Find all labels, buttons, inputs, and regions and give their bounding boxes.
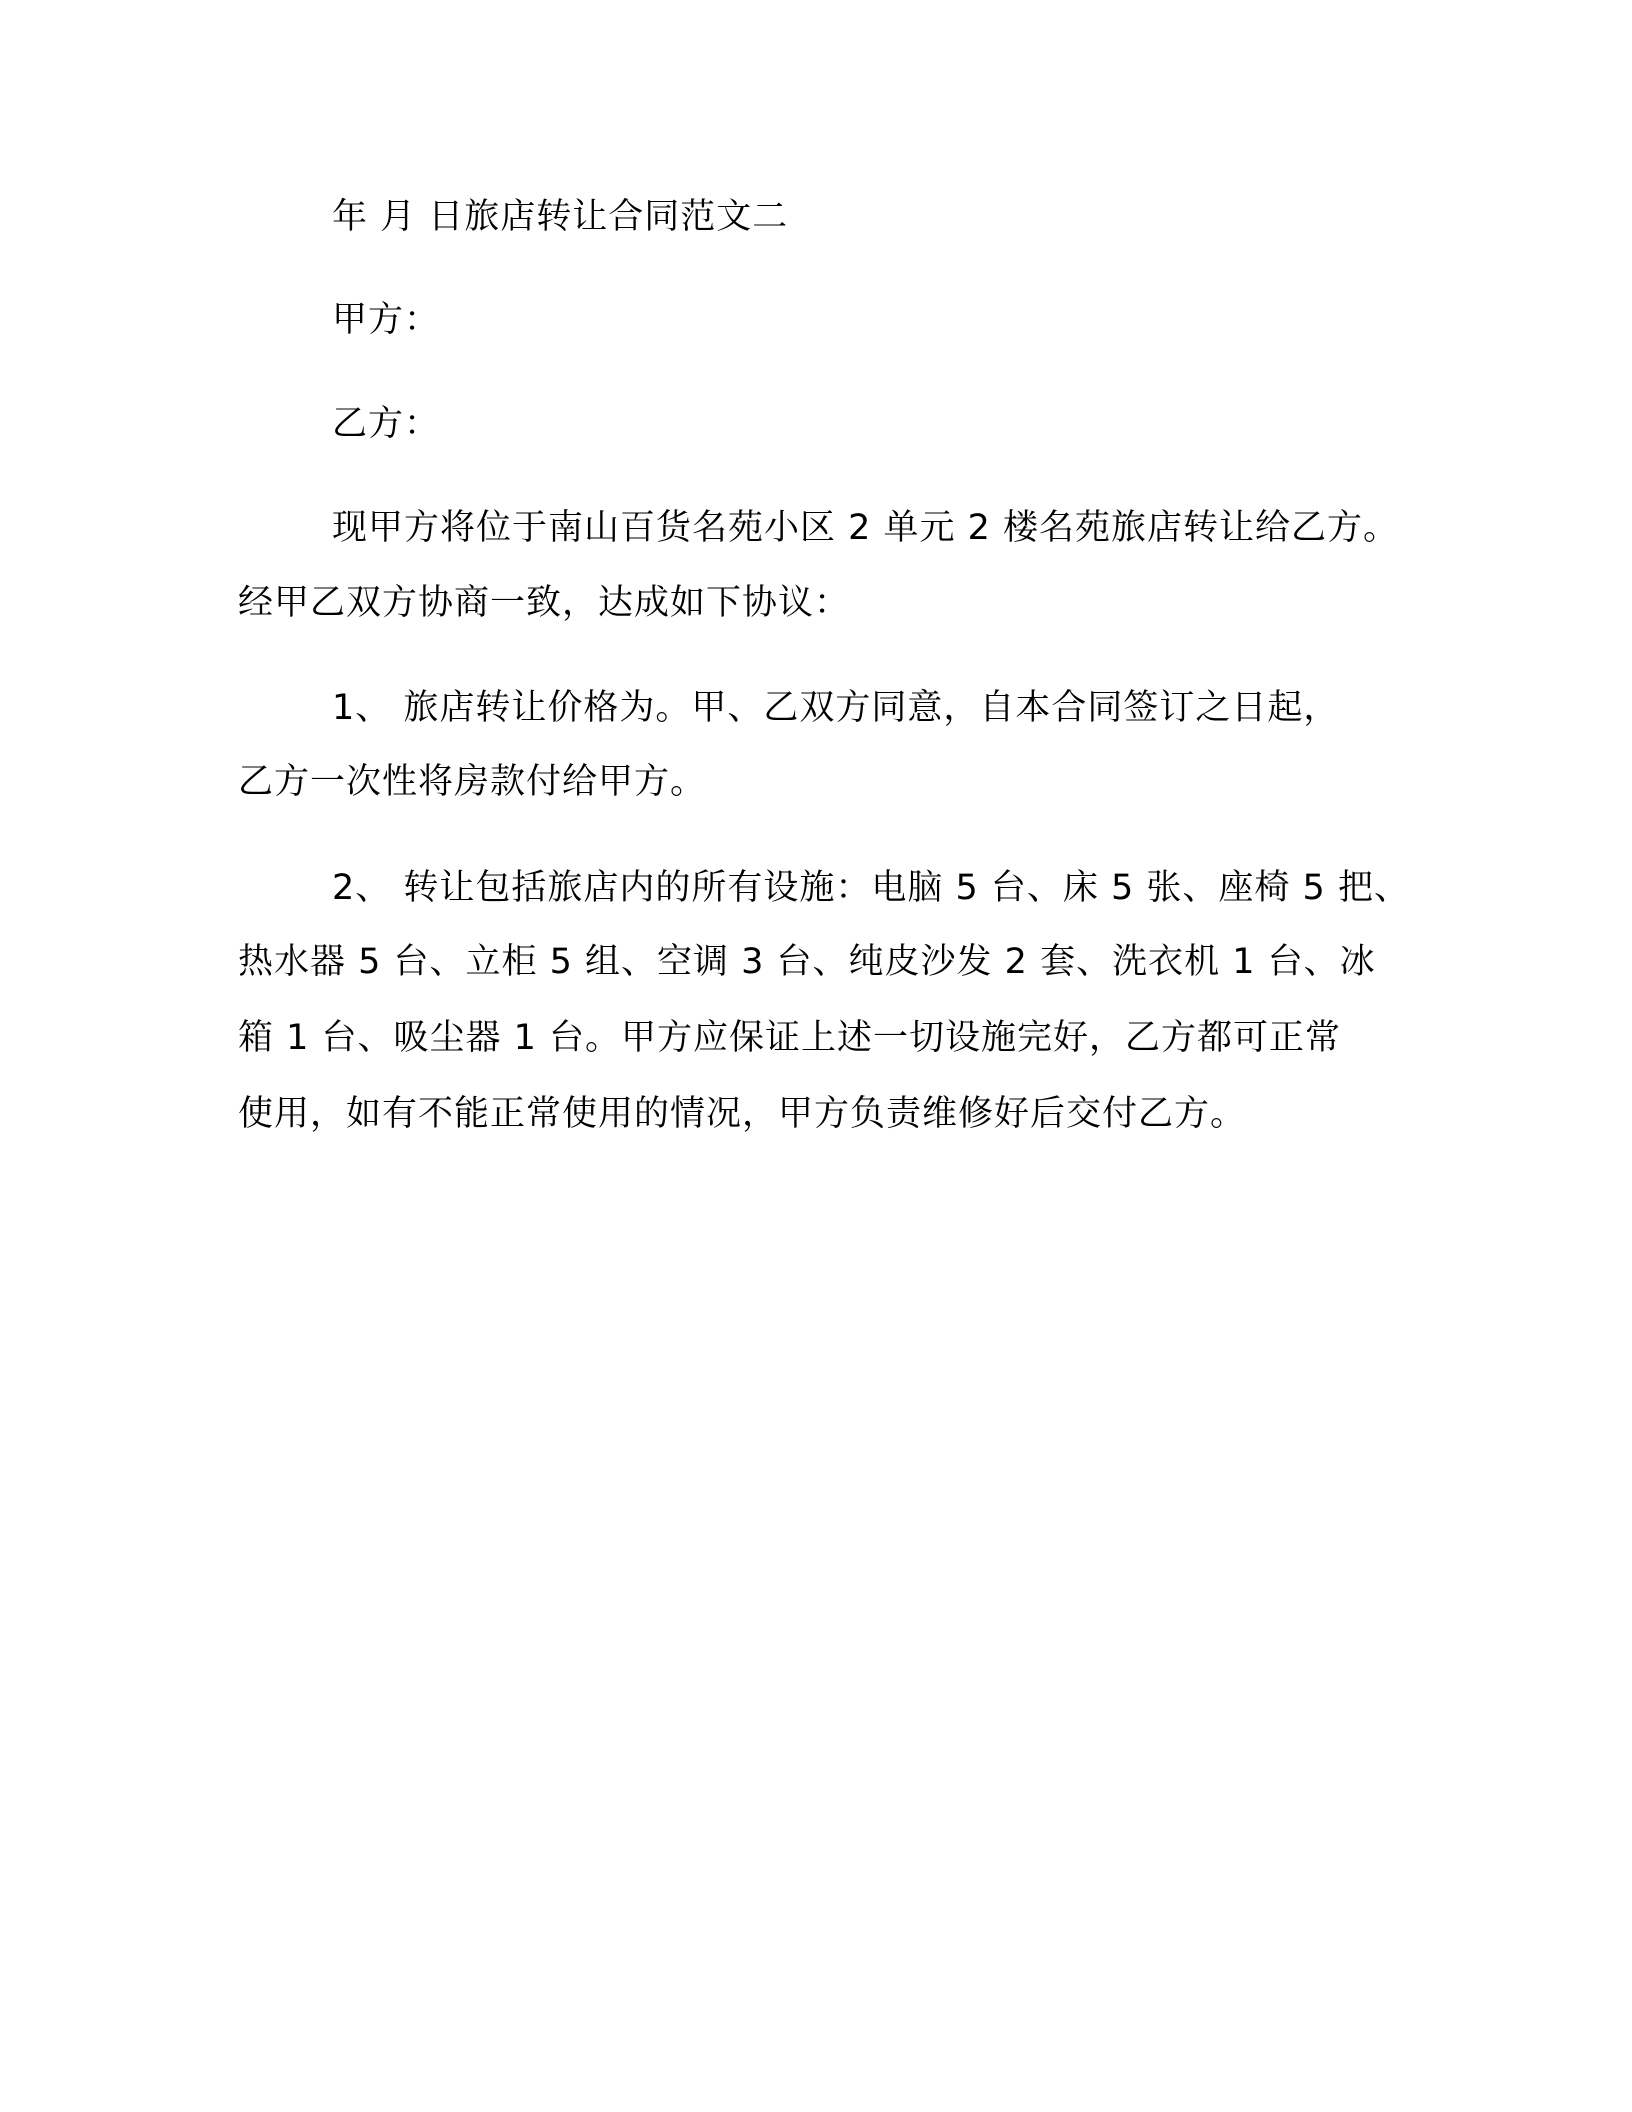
clause-1-line-1: 1、 旅店转让价格为。甲、乙双方同意，自本合同签订之日起， [332,688,1340,728]
clause-2-line-3: 箱 1 台、吸尘器 1 台。甲方应保证上述一切设施完好，乙方都可正常 [238,1018,1342,1058]
clause-2-line-2: 热水器 5 台、立柜 5 组、空调 3 台、纯皮沙发 2 套、洗衣机 1 台、冰 [238,942,1376,982]
party-a-label: 甲方： [332,300,441,340]
clause-1-line-2: 乙方一次性将房款付给甲方。 [238,762,707,802]
document-title: 年 月 日旅店转让合同范文二 [332,197,789,237]
clause-2-line-1: 2、 转让包括旅店内的所有设施：电脑 5 台、床 5 张、座椅 5 把、 [332,868,1410,908]
clause-2-line-4: 使用，如有不能正常使用的情况，甲方负责维修好后交付乙方。 [238,1094,1247,1134]
intro-line-1: 现甲方将位于南山百货名苑小区 2 单元 2 楼名苑旅店转让给乙方。 [332,508,1400,548]
intro-line-2: 经甲乙双方协商一致，达成如下协议： [238,583,851,623]
party-b-label: 乙方： [332,404,441,444]
